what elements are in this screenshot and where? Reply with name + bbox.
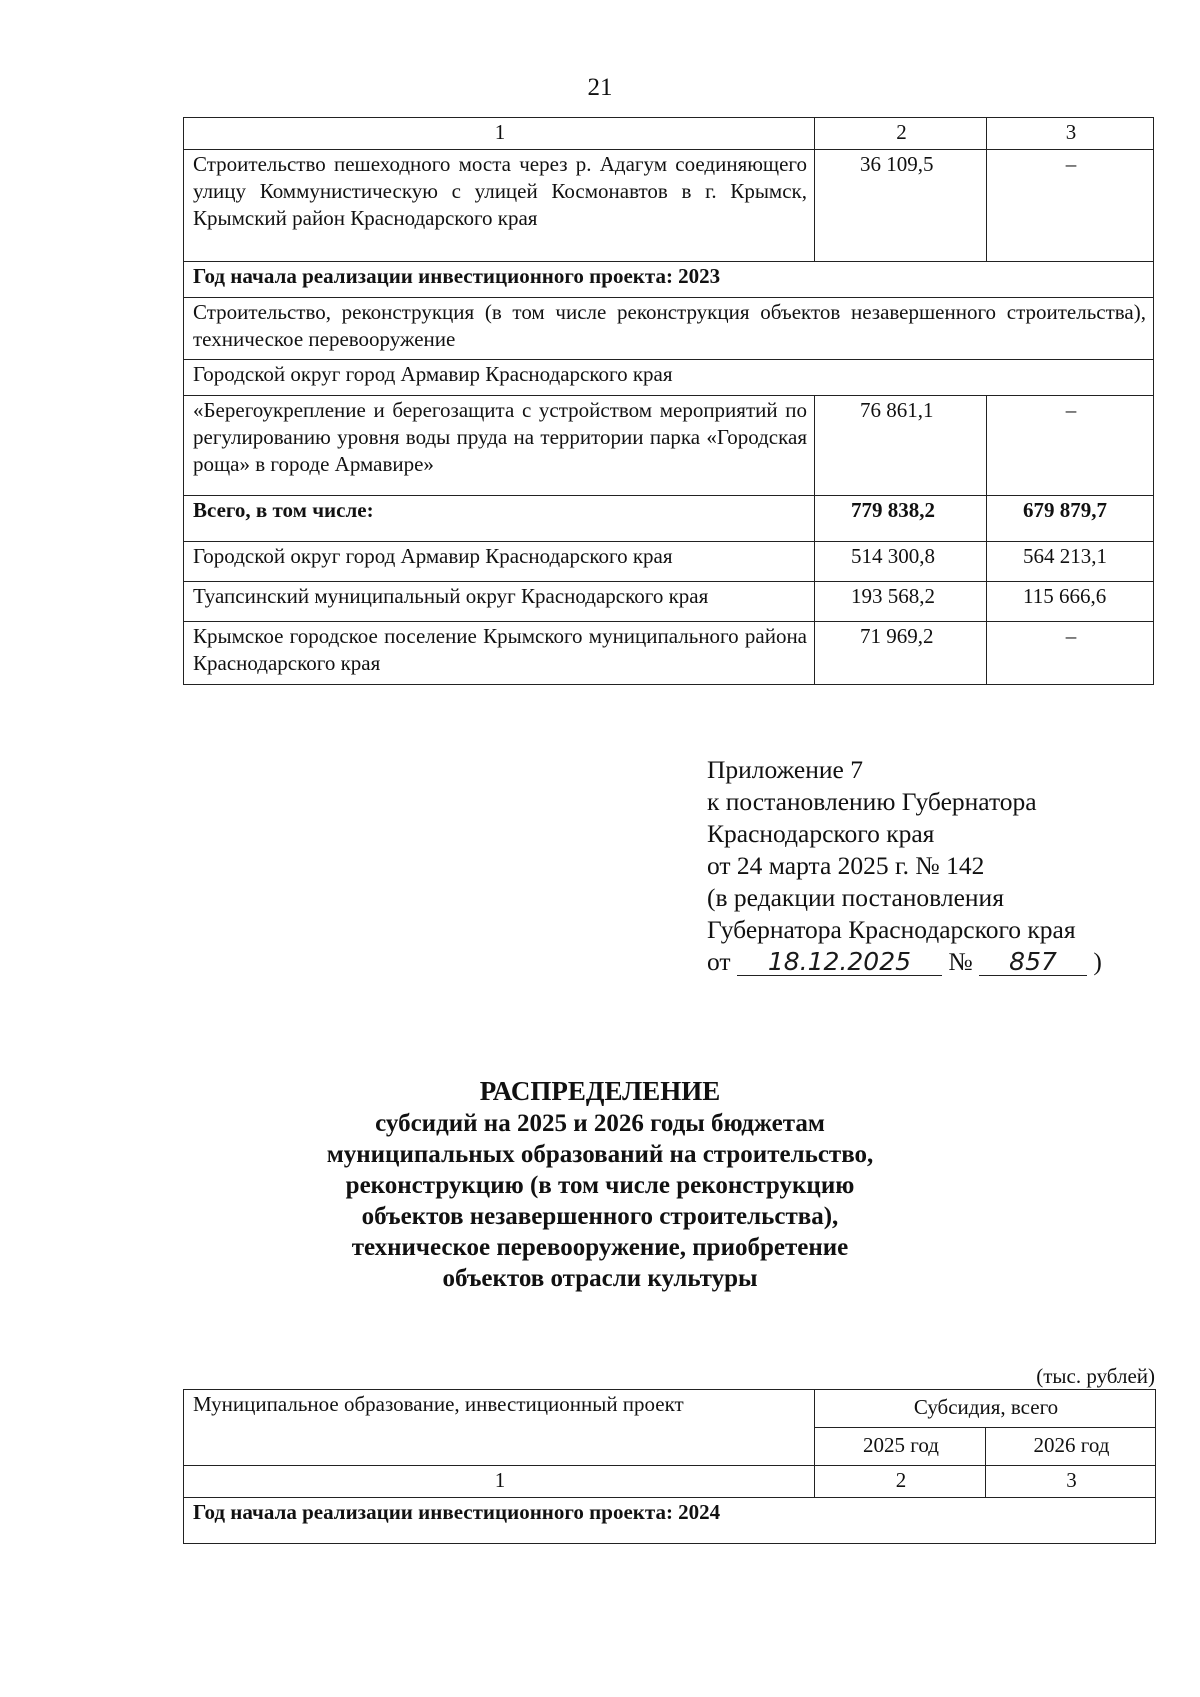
title-line: объектов отрасли культуры [442,1265,758,1292]
municipality-name: Туапсинский муниципальный округ Краснодарского края [184,582,815,622]
amount-2025: 76 861,1 [815,396,987,496]
municipality-name: Крымское городское поселение Крымского муниципального района Краснодарского края [184,622,815,685]
title-line: муниципальных образований на строительство, [326,1141,874,1168]
page-number: 21 [587,74,613,101]
number-prefix: № [948,947,973,976]
table-header-row [184,118,1154,150]
amount-2025: 193 568,2 [815,582,987,622]
appendix-line: от 24 марта 2025 г. № 142 [707,851,985,880]
title-line: техническое перевооружение, приобретение [351,1234,849,1261]
column-number-3: 3 [987,118,1154,150]
title-line: реконструкцию (в том числе реконструкцию [345,1172,855,1199]
appendix-signature-line [707,946,1102,978]
appendix-block [707,754,1102,978]
table-numbering-row [184,1466,1156,1498]
amount-2026: – [987,396,1154,496]
appendix-line: (в редакции постановления [707,883,1004,912]
handwritten-number: 857 [979,949,1087,976]
project-name: «Берегоукрепление и берегозащита с устройством мероприятий по регулированию уровня воды пруда на территории парка «Городская роща» в городе Армавире» [184,396,815,496]
total-label: Всего, в том числе: [184,496,815,542]
total-2025: 779 838,2 [815,496,987,542]
distribution-table [183,1389,1156,1544]
column-number-1: 1 [184,118,815,150]
appendix-line: Приложение 7 [707,755,863,784]
amount-2026: 115 666,6 [987,582,1154,622]
appendix-line: Губернатора Краснодарского края [707,915,1076,944]
municipality-row: Городской округ город Армавир Краснодарского края [184,360,1154,396]
table-row [184,542,1154,582]
date-prefix: от [707,947,731,976]
units-label: (тыс. рублей) [1036,1364,1155,1388]
amount-2026: – [987,150,1154,262]
amount-2026: 564 213,1 [987,542,1154,582]
document-title [0,1076,1200,1294]
amount-2025: 71 969,2 [815,622,987,685]
table-row [184,298,1154,360]
column-number-1: 1 [184,1466,815,1498]
column-header-municipality: Муниципальное образование, инвестиционный проект [184,1390,815,1466]
column-header-2026: 2026 год [986,1428,1156,1466]
table-row [184,150,1154,262]
column-number-3: 3 [986,1466,1156,1498]
column-number-2: 2 [815,118,987,150]
table-row [184,582,1154,622]
table-header-row [184,1390,1156,1428]
closing-bracket: ) [1093,947,1102,976]
handwritten-date: 18.12.2025 [737,949,942,976]
start-year-row: Год начала реализации инвестиционного проекта: 2023 [184,262,1154,298]
column-header-subsidy: Субсидия, всего [815,1390,1156,1428]
column-number-2: 2 [815,1466,986,1498]
appendix-line: Краснодарского края [707,819,935,848]
table-row [184,622,1154,685]
total-2026: 679 879,7 [987,496,1154,542]
title-line: объектов незавершенного строительства), [361,1203,839,1230]
project-name: Строительство пешеходного моста через р. Адагум соединяющего улицу Коммунистическую с улицей Космонавтов в г. Крымск, Крымский район Краснодарского края [184,150,815,262]
category-row: Строительство, реконструкция (в том числе реконструкция объектов незавершенного строительства), техническое перевооружение [184,298,1154,360]
total-row [184,496,1154,542]
table-row [184,262,1154,298]
table-row [184,396,1154,496]
table-row [184,360,1154,396]
appendix-line: к постановлению Губернатора [707,787,1037,816]
start-year-row: Год начала реализации инвестиционного проекта: 2024 [184,1498,1156,1544]
title-main: РАСПРЕДЕЛЕНИЕ [479,1076,721,1106]
amount-2026: – [987,622,1154,685]
column-header-2025: 2025 год [815,1428,986,1466]
table-row [184,1498,1156,1544]
subsidy-table-continued [183,117,1154,685]
amount-2025: 36 109,5 [815,150,987,262]
municipality-name: Городской округ город Армавир Краснодарского края [184,542,815,582]
amount-2025: 514 300,8 [815,542,987,582]
title-line: субсидий на 2025 и 2026 годы бюджетам [375,1110,825,1137]
